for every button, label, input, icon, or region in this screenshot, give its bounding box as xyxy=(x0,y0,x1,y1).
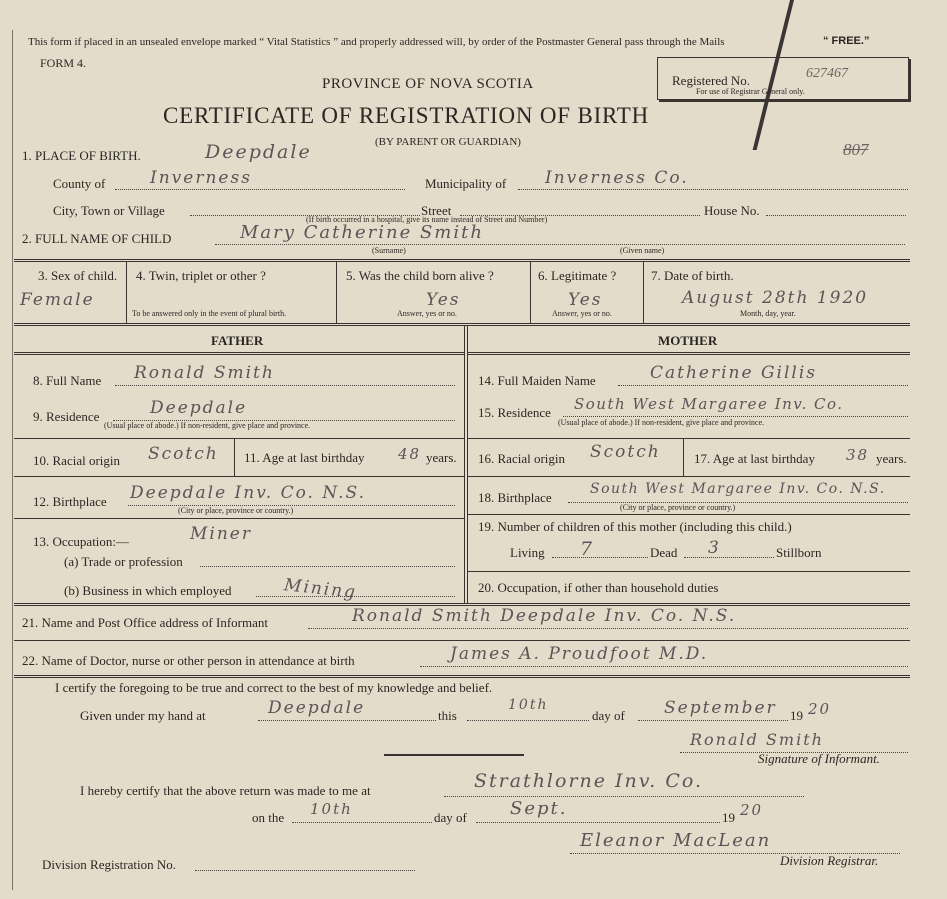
given-year-prefix: 19 xyxy=(790,708,803,723)
place-of-birth-value: Deepdale xyxy=(205,141,312,163)
return-year-suffix: 20 xyxy=(740,801,764,819)
this-label: this xyxy=(438,708,457,723)
mother-residence-value: South West Margaree Inv. Co. xyxy=(574,395,844,413)
municipality-value: Inverness Co. xyxy=(545,168,689,188)
municipality-label: Municipality of xyxy=(425,176,507,191)
mother-birthplace-note: (City or place, province or country.) xyxy=(620,503,736,512)
county-value: Inverness xyxy=(150,168,252,188)
given-name-note: (Given name) xyxy=(620,246,665,255)
father-racial-value: Scotch xyxy=(148,444,219,464)
dead-value: 3 xyxy=(708,538,721,558)
living-label: Living xyxy=(510,545,545,560)
father-residence-value: Deepdale xyxy=(150,398,248,418)
return-day-value: 10th xyxy=(310,800,353,818)
doctor-label: 22. Name of Doctor, nurse or other person in attendance at birth xyxy=(22,653,355,668)
return-place-value: Strathlorne Inv. Co. xyxy=(474,770,704,792)
registered-box xyxy=(657,57,909,100)
place-of-birth-label: 1. PLACE OF BIRTH. xyxy=(22,148,141,163)
father-residence-label: 9. Residence xyxy=(33,409,100,424)
sex-value: Female xyxy=(20,290,95,310)
alive-label: 5. Was the child born alive ? xyxy=(346,268,494,283)
father-name-label: 8. Full Name xyxy=(33,373,102,388)
return-day-of-label: day of xyxy=(434,810,467,825)
certificate-subtitle: (BY PARENT OR GUARDIAN) xyxy=(375,136,521,148)
father-age-unit: years. xyxy=(426,450,457,465)
child-name-label: 2. FULL NAME OF CHILD xyxy=(22,231,172,246)
left-margin-rule xyxy=(12,30,13,890)
informant-signature: Ronald Smith xyxy=(690,730,824,749)
given-day-of-label: day of xyxy=(592,708,625,723)
twin-label: 4. Twin, triplet or other ? xyxy=(136,268,266,283)
father-birthplace-note: (City or place, province or country.) xyxy=(178,506,294,515)
hospital-note: (If birth occurred in a hospital, give its name instead of Street and Number) xyxy=(306,215,548,224)
mother-age-label: 17. Age at last birthday xyxy=(694,451,815,466)
given-day-value: 10th xyxy=(508,697,549,713)
mother-residence-note: (Usual place of abode.) If non-resident, give place and province. xyxy=(558,418,765,427)
surname-note: (Surname) xyxy=(372,246,406,255)
mother-heading: MOTHER xyxy=(658,333,718,348)
corner-number: 807 xyxy=(843,140,869,159)
registrar-signature: Eleanor MacLean xyxy=(580,830,772,851)
dob-value: August 28th 1920 xyxy=(682,288,869,308)
postal-notice: This form if placed in an unsealed envelope marked “ Vital Statistics ” and properly addressed will, by order of the Postmaster General pass through the Mails xyxy=(28,36,725,48)
province-title: PROVINCE OF NOVA SCOTIA xyxy=(322,76,534,92)
mother-name-value: Catherine Gillis xyxy=(650,363,818,383)
division-registration-label: Division Registration No. xyxy=(42,857,176,872)
dob-note: Month, day, year. xyxy=(740,309,796,318)
house-label: House No. xyxy=(704,203,760,218)
father-trade-label: (a) Trade or profession xyxy=(64,554,183,569)
given-place-value: Deepdale xyxy=(268,698,366,718)
return-text: I hereby certify that the above return was made to me at xyxy=(80,783,371,798)
father-age-value: 48 xyxy=(398,445,422,463)
registered-label: Registered No. xyxy=(672,73,750,88)
form-number: FORM 4. xyxy=(40,56,87,70)
stillborn-label: Stillborn xyxy=(776,545,822,560)
registrar-label: Division Registrar. xyxy=(780,853,879,868)
mother-birthplace-label: 18. Birthplace xyxy=(478,490,552,505)
father-name-value: Ronald Smith xyxy=(134,363,275,383)
twin-note: To be answered only in the event of plural birth. xyxy=(132,309,287,318)
mother-birthplace-value: South West Margaree Inv. Co. N.S. xyxy=(590,481,886,497)
alive-value: Yes xyxy=(426,290,461,310)
legitimate-value: Yes xyxy=(568,290,603,310)
child-name-value: Mary Catherine Smith xyxy=(240,222,484,243)
father-birthplace-value: Deepdale Inv. Co. N.S. xyxy=(130,483,366,503)
mother-racial-label: 16. Racial origin xyxy=(478,451,566,466)
registrar-note: For use of Registrar General only. xyxy=(696,87,805,96)
on-the-label: on the xyxy=(252,810,285,825)
sex-label: 3. Sex of child. xyxy=(38,268,118,283)
father-residence-note: (Usual place of abode.) If non-resident, give place and province. xyxy=(104,421,311,430)
legitimate-label: 6. Legitimate ? xyxy=(538,268,617,283)
mother-name-label: 14. Full Maiden Name xyxy=(478,373,596,388)
father-age-label: 11. Age at last birthday xyxy=(244,450,365,465)
city-label: City, Town or Village xyxy=(53,203,165,218)
mother-age-unit: years. xyxy=(876,451,907,466)
father-birthplace-label: 12. Birthplace xyxy=(33,494,107,509)
legitimate-note: Answer, yes or no. xyxy=(552,309,612,318)
certify-text: I certify the foregoing to be true and correct to the best of my knowledge and belief. xyxy=(55,680,493,695)
mother-residence-label: 15. Residence xyxy=(478,405,551,420)
father-trade-value: Miner xyxy=(190,524,252,544)
signature-label: Signature of Informant. xyxy=(758,751,880,766)
doctor-value: James A. Proudfoot M.D. xyxy=(450,644,709,664)
mother-age-value: 38 xyxy=(846,446,870,464)
registered-number: 627467 xyxy=(806,66,848,81)
informant-label: 21. Name and Post Office address of Informant xyxy=(22,615,268,630)
return-month-value: Sept. xyxy=(510,798,568,819)
street-label: Street xyxy=(421,203,452,218)
mother-racial-value: Scotch xyxy=(590,442,661,462)
father-occupation-label: 13. Occupation:— xyxy=(33,534,130,549)
living-value: 7 xyxy=(580,538,595,560)
alive-note: Answer, yes or no. xyxy=(397,309,457,318)
informant-value: Ronald Smith Deepdale Inv. Co. N.S. xyxy=(352,606,737,626)
children-label: 19. Number of children of this mother (including this child.) xyxy=(478,519,792,534)
father-business-label: (b) Business in which employed xyxy=(64,583,232,598)
given-month-value: September xyxy=(664,698,777,718)
given-under-label: Given under my hand at xyxy=(80,708,206,723)
dob-label: 7. Date of birth. xyxy=(651,268,734,283)
free-label: “ FREE.” xyxy=(823,35,870,47)
given-year-suffix: 20 xyxy=(808,700,832,718)
father-business-value: Mining xyxy=(283,575,358,603)
return-year-prefix: 19 xyxy=(722,810,735,825)
father-heading: FATHER xyxy=(211,333,264,348)
separator-rule xyxy=(384,754,524,756)
dead-label: Dead xyxy=(650,545,678,560)
father-racial-label: 10. Racial origin xyxy=(33,453,121,468)
county-label: County of xyxy=(53,176,106,191)
mother-occupation-label: 20. Occupation, if other than household duties xyxy=(478,580,719,595)
certificate-title: CERTIFICATE OF REGISTRATION OF BIRTH xyxy=(163,103,650,128)
